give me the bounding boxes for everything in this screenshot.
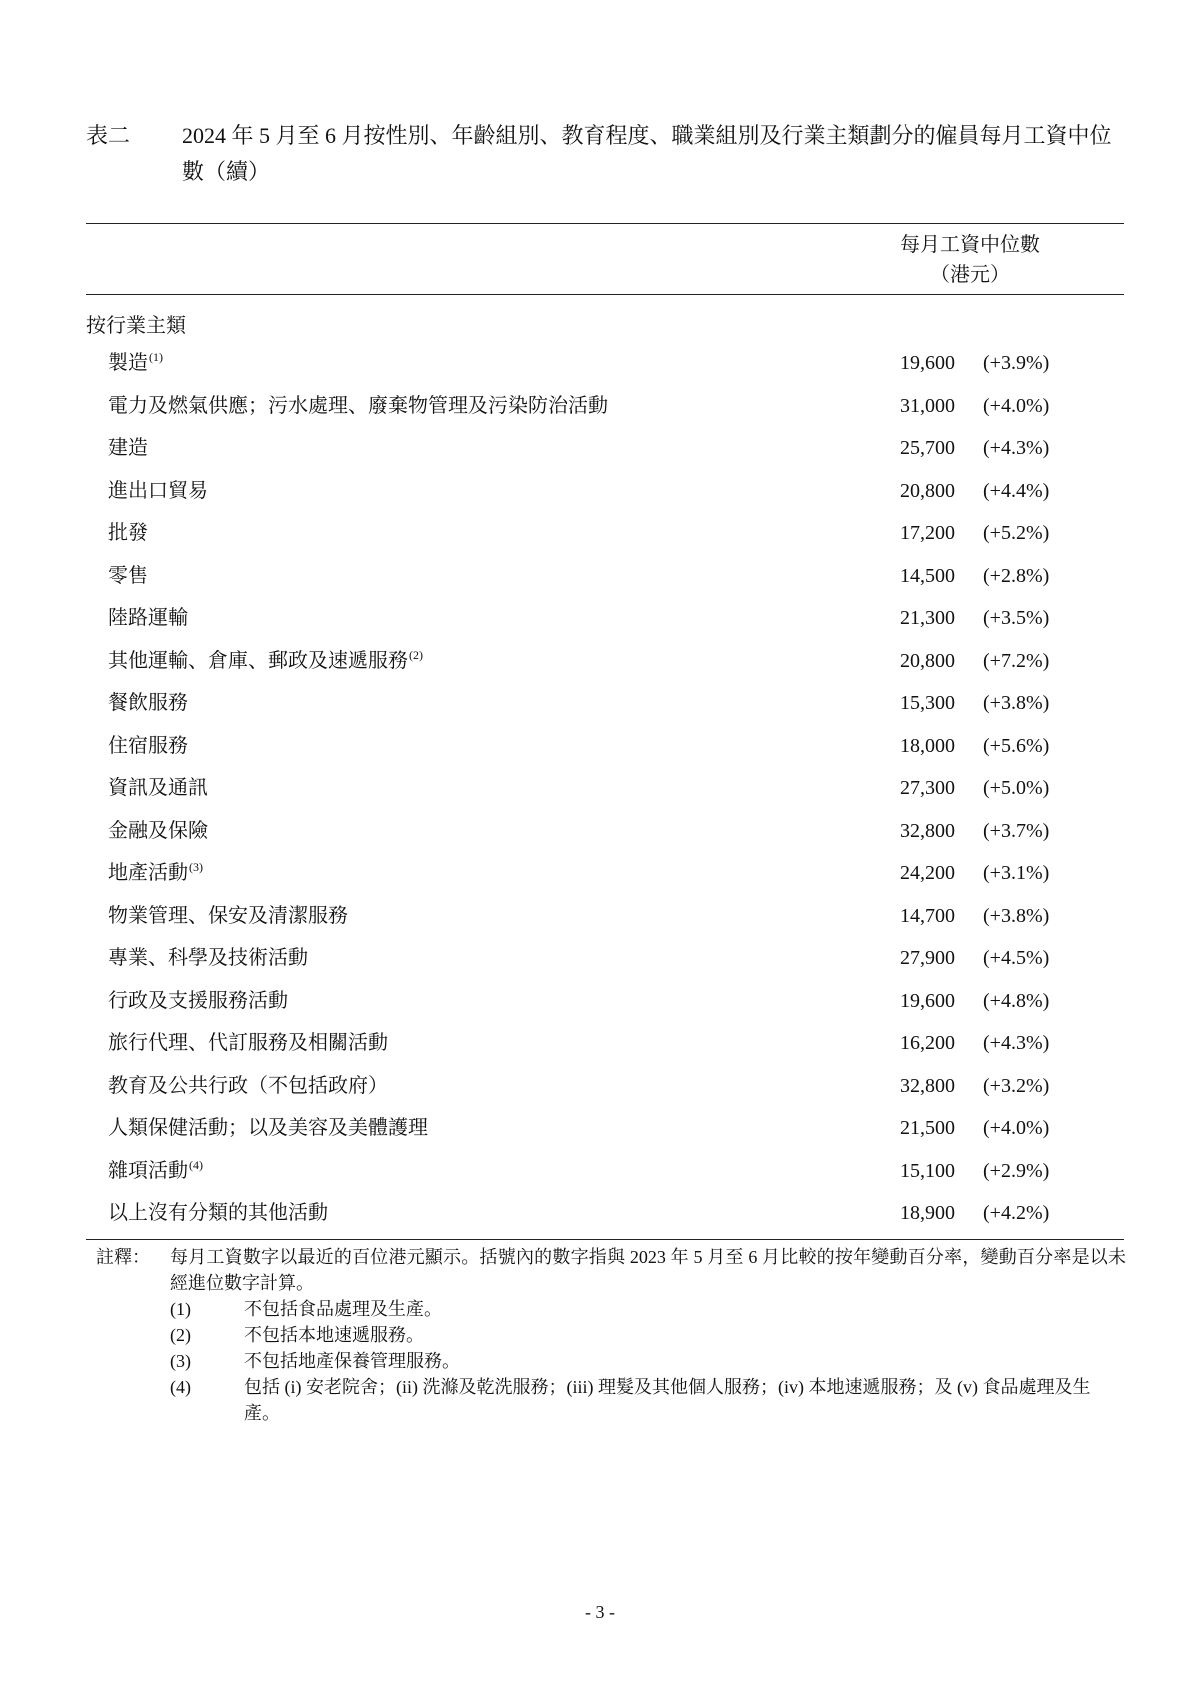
table-row bbox=[0, 1028, 1200, 1071]
row-median-wage: 24,200 bbox=[900, 862, 955, 884]
table-row bbox=[0, 646, 1200, 689]
footnote-ref: (4) bbox=[189, 1157, 203, 1172]
row-change-percent: (+3.8%) bbox=[983, 692, 1050, 714]
row-industry-name bbox=[108, 518, 148, 548]
row-change-percent: (+4.5%) bbox=[983, 947, 1050, 969]
table-row bbox=[0, 348, 1200, 391]
row-median-wage: 14,500 bbox=[900, 564, 955, 587]
row-industry-label: 雜項活動 bbox=[108, 1159, 188, 1182]
section-label: 按行業主類 bbox=[86, 315, 186, 337]
row-industry-name bbox=[108, 1113, 428, 1143]
row-median-wage: 27,900 bbox=[900, 947, 955, 969]
notes bbox=[96, 1244, 1126, 1426]
column-header-unit: （港元） bbox=[930, 264, 1010, 286]
row-change-percent: (+4.3%) bbox=[983, 437, 1050, 459]
row-industry-name bbox=[108, 688, 188, 718]
row-median-wage: 18,000 bbox=[900, 734, 955, 757]
row-industry-label: 進出口貿易 bbox=[108, 479, 208, 502]
row-median-wage: 21,500 bbox=[900, 1117, 955, 1139]
footnote-ref: (3) bbox=[189, 860, 203, 874]
notes-text: 每月工資數字以最近的百位港元顯示。括號內的數字指與 2023 年 5 月至 6 月比較的按年變動百分率，變動百分率是以未經進位數字計算。 bbox=[170, 1247, 1126, 1293]
table-top-rule bbox=[86, 223, 1124, 224]
row-industry-name bbox=[108, 1071, 388, 1101]
row-industry-name bbox=[108, 731, 188, 761]
footnote-text: 包括 (i) 安老院舍；(ii) 洗滌及乾洗服務；(iii) 理髮及其他個人服務；(iv) 本地速遞服務；及 (v) 食品處理及生產。 bbox=[244, 1377, 1091, 1423]
row-industry-label: 住宿服務 bbox=[108, 734, 188, 757]
note-main bbox=[96, 1244, 1126, 1296]
table-row bbox=[0, 433, 1200, 476]
row-industry-name bbox=[108, 476, 208, 506]
row-median-wage: 20,800 bbox=[900, 479, 955, 502]
row-industry-name bbox=[108, 773, 208, 803]
row-industry-label: 其他運輸、倉庫、郵政及速遞服務 bbox=[108, 649, 408, 672]
row-median-wage: 32,800 bbox=[900, 1074, 955, 1097]
footnote-number: (1) bbox=[170, 1299, 191, 1319]
table-row bbox=[0, 816, 1200, 859]
footnote-list bbox=[96, 1296, 1126, 1426]
table-row bbox=[0, 1113, 1200, 1156]
row-industry-label: 物業管理、保安及清潔服務 bbox=[108, 904, 348, 927]
row-industry-name bbox=[108, 348, 163, 378]
row-industry-name bbox=[108, 603, 188, 633]
footnote-text: 不包括地產保養管理服務。 bbox=[244, 1351, 460, 1371]
row-industry-name bbox=[108, 1028, 388, 1058]
row-industry-name bbox=[108, 816, 208, 846]
row-industry-name bbox=[108, 1156, 203, 1186]
table-row bbox=[0, 391, 1200, 434]
footnote-ref: (2) bbox=[409, 647, 423, 662]
table-row bbox=[0, 1071, 1200, 1114]
row-industry-label: 建造 bbox=[108, 437, 148, 459]
header-rule bbox=[86, 294, 1124, 295]
row-median-wage: 18,900 bbox=[900, 1202, 955, 1224]
row-median-wage: 20,800 bbox=[900, 649, 955, 672]
footnote-text: 不包括本地速遞服務。 bbox=[244, 1325, 424, 1345]
row-industry-label: 金融及保險 bbox=[108, 819, 208, 842]
row-industry-name bbox=[108, 943, 308, 973]
row-industry-label: 專業、科學及技術活動 bbox=[108, 947, 308, 969]
table-row bbox=[0, 518, 1200, 561]
row-median-wage: 15,300 bbox=[900, 692, 955, 714]
row-change-percent: (+7.2%) bbox=[983, 649, 1050, 672]
row-change-percent: (+3.5%) bbox=[983, 607, 1050, 629]
row-change-percent: (+4.0%) bbox=[983, 394, 1050, 417]
notes-label: 註釋： bbox=[96, 1247, 150, 1267]
table-row bbox=[0, 1156, 1200, 1199]
row-median-wage: 21,300 bbox=[900, 607, 955, 629]
row-change-percent: (+5.2%) bbox=[983, 522, 1050, 544]
footnote-item bbox=[96, 1374, 1126, 1426]
table-body bbox=[0, 348, 1200, 1241]
row-change-percent: (+3.8%) bbox=[983, 904, 1050, 927]
column-header-title: 每月工資中位數 bbox=[900, 234, 1040, 256]
row-industry-label: 人類保健活動；以及美容及美體護理 bbox=[108, 1117, 428, 1139]
row-industry-label: 旅行代理、代訂服務及相關活動 bbox=[108, 1032, 388, 1054]
row-industry-label: 地產活動 bbox=[108, 862, 188, 884]
row-change-percent: (+2.8%) bbox=[983, 564, 1050, 587]
row-change-percent: (+4.8%) bbox=[983, 989, 1050, 1012]
row-median-wage: 17,200 bbox=[900, 522, 955, 544]
row-median-wage: 14,700 bbox=[900, 904, 955, 927]
row-change-percent: (+3.1%) bbox=[983, 862, 1050, 884]
footnote-item bbox=[96, 1322, 1126, 1348]
footnote-number: (4) bbox=[170, 1377, 191, 1397]
table-row bbox=[0, 986, 1200, 1029]
row-industry-name bbox=[108, 561, 148, 591]
row-industry-label: 批發 bbox=[108, 522, 148, 544]
footnote-item bbox=[96, 1348, 1126, 1374]
table-row bbox=[0, 858, 1200, 901]
footnote-text: 不包括食品處理及生產。 bbox=[244, 1299, 442, 1319]
table-row bbox=[0, 773, 1200, 816]
row-change-percent: (+3.9%) bbox=[983, 352, 1050, 374]
row-change-percent: (+5.0%) bbox=[983, 777, 1050, 799]
row-median-wage: 19,600 bbox=[900, 352, 955, 374]
footnote-number: (3) bbox=[170, 1351, 191, 1371]
row-median-wage: 31,000 bbox=[900, 394, 955, 417]
row-median-wage: 16,200 bbox=[900, 1032, 955, 1054]
row-industry-name bbox=[108, 901, 348, 931]
row-median-wage: 15,100 bbox=[900, 1159, 955, 1182]
table-row bbox=[0, 603, 1200, 646]
table-row bbox=[0, 943, 1200, 986]
table-row bbox=[0, 688, 1200, 731]
footnote-number: (2) bbox=[170, 1325, 191, 1345]
table-row bbox=[0, 476, 1200, 519]
row-industry-name bbox=[108, 1198, 328, 1228]
row-change-percent: (+4.0%) bbox=[983, 1117, 1050, 1139]
footnote-item bbox=[96, 1296, 1126, 1322]
row-change-percent: (+4.3%) bbox=[983, 1032, 1050, 1054]
table-row bbox=[0, 901, 1200, 944]
row-median-wage: 32,800 bbox=[900, 819, 955, 842]
row-change-percent: (+2.9%) bbox=[983, 1159, 1050, 1182]
row-change-percent: (+5.6%) bbox=[983, 734, 1050, 757]
row-median-wage: 19,600 bbox=[900, 989, 955, 1012]
table-label: 表二 bbox=[86, 123, 131, 148]
row-industry-label: 製造 bbox=[108, 352, 148, 374]
row-industry-name bbox=[108, 433, 148, 463]
row-industry-label: 以上沒有分類的其他活動 bbox=[108, 1202, 328, 1224]
row-change-percent: (+4.4%) bbox=[983, 479, 1050, 502]
table-row bbox=[0, 1198, 1200, 1241]
row-median-wage: 27,300 bbox=[900, 777, 955, 799]
table-row bbox=[0, 561, 1200, 604]
row-industry-name bbox=[108, 858, 203, 888]
row-median-wage: 25,700 bbox=[900, 437, 955, 459]
row-change-percent: (+3.7%) bbox=[983, 819, 1050, 842]
table-title: 2024 年 5 月至 6 月按性別、年齡組別、教育程度、職業組別及行業主類劃分的僱員每月工資中位數（續） bbox=[182, 123, 1112, 184]
table-row bbox=[0, 731, 1200, 774]
row-change-percent: (+3.2%) bbox=[983, 1074, 1050, 1097]
row-industry-label: 陸路運輸 bbox=[108, 607, 188, 629]
row-industry-name bbox=[108, 391, 608, 421]
row-industry-label: 餐飲服務 bbox=[108, 692, 188, 714]
row-industry-label: 零售 bbox=[108, 564, 148, 587]
row-industry-name bbox=[108, 646, 423, 676]
page-number: - 3 - bbox=[585, 1602, 615, 1622]
table-bottom-rule bbox=[86, 1239, 1124, 1240]
row-industry-label: 電力及燃氣供應；污水處理、廢棄物管理及污染防治活動 bbox=[108, 394, 608, 417]
row-industry-label: 行政及支援服務活動 bbox=[108, 989, 288, 1012]
row-change-percent: (+4.2%) bbox=[983, 1202, 1050, 1224]
row-industry-name bbox=[108, 986, 288, 1016]
row-industry-label: 資訊及通訊 bbox=[108, 777, 208, 799]
row-industry-label: 教育及公共行政（不包括政府） bbox=[108, 1074, 388, 1097]
column-header bbox=[860, 230, 1080, 290]
footnote-ref: (1) bbox=[149, 350, 163, 364]
